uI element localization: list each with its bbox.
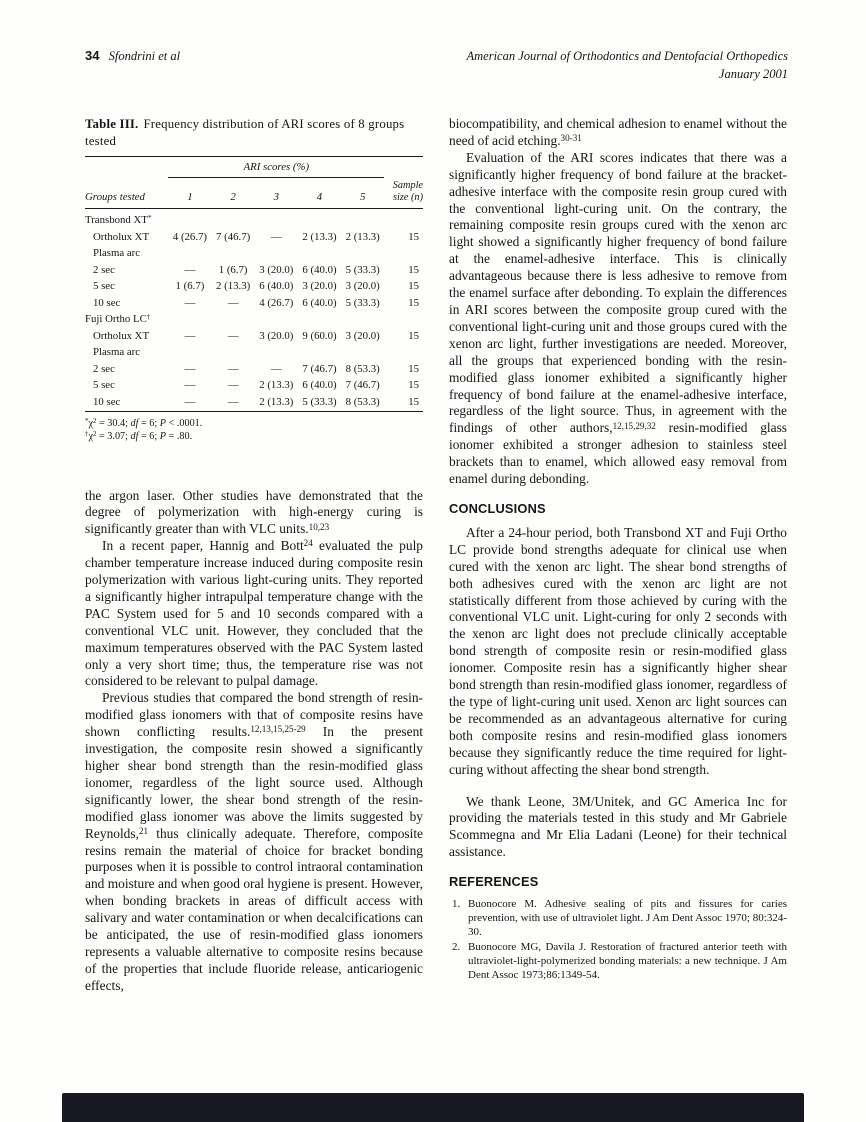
score-cell: 3 (20.0) <box>259 263 294 276</box>
score-cell: 6 (40.0) <box>302 263 337 276</box>
table-row <box>85 328 423 345</box>
issue-date: January 2001 <box>718 66 788 81</box>
row-label: 5 sec <box>93 379 115 391</box>
table-label: Table III. <box>85 117 139 131</box>
score-cell: 9 (60.0) <box>302 329 337 342</box>
row-label: 2 sec <box>93 362 115 375</box>
score-cell: 3 (20.0) <box>302 280 337 292</box>
row-label: 10 sec <box>93 395 121 408</box>
score-col-header: 3 <box>255 177 298 209</box>
journal-title: American Journal of Orthodontics and Dentofacial Orthopedics <box>466 49 788 63</box>
row-label: Plasma arc <box>93 247 141 259</box>
score-cell <box>168 312 211 329</box>
score-cell: 1 (6.7) <box>175 280 205 292</box>
score-cell <box>341 345 384 362</box>
score-cell <box>212 345 255 362</box>
score-cell: — <box>227 296 239 309</box>
sample-size-header: Sample size (n) <box>384 177 423 209</box>
score-cell: 8 (53.3) <box>345 362 380 375</box>
score-cell: — <box>184 296 196 309</box>
empty-header-cell <box>85 157 168 178</box>
score-cell: 1 (6.7) <box>218 263 248 276</box>
score-cell: — <box>227 379 239 391</box>
score-cell <box>212 209 255 230</box>
score-cell: 7 (46.7) <box>302 362 337 375</box>
table-row <box>85 229 423 246</box>
conclusions-heading: CONCLUSIONS <box>449 500 546 516</box>
score-cell <box>212 246 255 263</box>
row-label: Fuji Ortho LC† <box>85 311 151 325</box>
score-cell <box>341 209 384 230</box>
score-cell: 8 (53.3) <box>345 395 380 408</box>
running-head-left <box>85 48 180 64</box>
table-group-row <box>85 209 423 230</box>
score-cell <box>212 312 255 329</box>
row-label: 10 sec <box>93 296 121 309</box>
table-footnote: $^*\chi^2 = 30.4$; df = 6; P < .0001. <box>85 417 203 429</box>
references-heading: REFERENCES <box>449 874 539 890</box>
score-cell: 5 (33.3) <box>345 263 380 276</box>
table-row <box>85 246 423 263</box>
score-cell: 3 (20.0) <box>345 280 380 292</box>
sample-size-cell: 15 <box>408 296 419 309</box>
running-authors: Sfondrini et al <box>108 49 181 63</box>
score-cell: — <box>184 362 196 375</box>
score-cell: 6 (40.0) <box>259 280 294 292</box>
table-group-row <box>85 312 423 329</box>
score-cell: 2 (13.3) <box>259 395 294 408</box>
score-cell <box>298 246 341 263</box>
conclusions-paragraph: After a 24-hour period, both Transbond XT and Fuji Ortho LC provide bond strengths adequate for clinical use when cured with the xenon arc light. The shear bond strengths of both adhesives cured with the xenon arc light are not statistically different from those achieved by curing with the conventional VLC unit. Light-curing for only 2 seconds with the xenon arc light does not preclude clinically acceptable bond strength of composite resin or resin-modified glass ionomer. Composite resin has a significantly higher shear bond strength than resin-modified glass ionomer, regardless of the type of light-curing unit used. Xenon arc light sources can be recommended as an advantageous alternative for curing both composite resins and resin-modified glass ionomers because they significantly reduce the time required for light-curing without affecting the shear bond strength. <box>449 524 787 777</box>
table-caption <box>85 116 423 149</box>
score-col-header: 5 <box>341 177 384 209</box>
score-cell: — <box>270 230 282 243</box>
score-cell <box>168 345 211 362</box>
row-label: Ortholux XT <box>93 329 150 342</box>
empty-header-cell <box>384 157 423 178</box>
score-cell: 4 (26.7) <box>172 230 208 243</box>
groups-tested-header: Groups tested <box>85 177 168 209</box>
score-cell <box>255 209 298 230</box>
sample-size-cell: 15 <box>408 280 419 292</box>
score-cell: 5 (33.3) <box>302 395 337 408</box>
score-cell: 2 (13.3) <box>216 280 251 292</box>
score-cell: 2 (13.3) <box>259 379 294 391</box>
row-label: Plasma arc <box>93 346 141 358</box>
table-caption-text: Frequency distribution of ARI scores of 8 groups tested <box>85 117 405 148</box>
score-cell <box>298 209 341 230</box>
score-cell: — <box>184 395 196 408</box>
page-number: 34 <box>85 48 100 63</box>
sample-size-cell: 15 <box>408 379 419 391</box>
score-cell <box>255 345 298 362</box>
score-cell: 7 (46.7) <box>216 230 251 243</box>
reference-item: Buonocore M. Adhesive sealing of pits and fissures for caries prevention, with use of ultraviolet light. J Am Dent Assoc 1970; 80:324-30. <box>468 898 787 938</box>
scan-edge-artifact <box>62 1093 804 1122</box>
score-cell <box>341 312 384 329</box>
ari-table <box>85 156 423 412</box>
ari-scores-header: ARI scores (%) <box>168 157 384 178</box>
score-cell <box>341 246 384 263</box>
reference-item: Buonocore MG, Davila J. Restoration of fractured anterior teeth with ultraviolet-light-polymerized bonding materials: a new technique. J Am Dent Assoc 1973;86:1349-54. <box>468 940 787 981</box>
table-row <box>85 394 423 411</box>
score-cell: 3 (20.0) <box>259 329 294 342</box>
left-column <box>85 116 423 995</box>
row-label: 2 sec <box>93 263 115 276</box>
row-label: Ortholux XT <box>93 230 150 243</box>
two-column-body <box>85 116 787 995</box>
running-head <box>85 48 788 83</box>
sample-size-cell: 15 <box>408 329 419 342</box>
score-cell: 3 (20.0) <box>345 329 380 342</box>
sample-size-cell: 15 <box>408 230 419 243</box>
references-list <box>449 898 787 982</box>
sample-size-cell <box>384 312 423 329</box>
score-cell <box>255 246 298 263</box>
score-col-header: 1 <box>168 177 211 209</box>
body-paragraph: Previous studies that compared the bond strength of resin-modified glass ionomers with that of composite resins have shown conflicting results.$^{12,13,15,25-29}$ In the present investigation, the composite resin showed a significantly higher shear bond strength than the resin-modified glass ionomer, regardless of the light source used. Although significantly lower, the shear bond strength of the resin-modified glass ionomer was above the limits suggested by Reynolds,$^{21}$ thus clinically adequate. Therefore, composite resins remain the material of choice for bracket bonding purposes when it is possible to control intraoral contamination and moisture and when good oral hygiene is present. However, when bonding brackets in areas of difficult access with salivary and water contamination or when decalcifications can be anticipated, the use of resin-modified glass ionomers represents a valuable alternative to composite resins because of the properties that include fluoride release, anticariogenic effects, <box>85 690 423 993</box>
score-cell: — <box>184 329 196 342</box>
ari-table-head <box>85 157 423 209</box>
table-row <box>85 378 423 395</box>
body-paragraph: In a recent paper, Hannig and Bott$^{24}$ evaluated the pulp chamber temperature increase induced during composite resin polymerization with various light-curing units. They reported a significantly higher intrapulpal temperature change with the PAC System used for 5 and 10 seconds compared with a conventional VLC unit. However, they concluded that the maximum temperatures observed with the PAC System lasted only a very short time; thus, the temperature rise was not considered to be relevant to pulpal damage. <box>85 538 423 689</box>
table-row <box>85 295 423 312</box>
score-cell <box>298 312 341 329</box>
score-cell: 4 (26.7) <box>259 296 294 309</box>
body-paragraph: biocompatibility, and chemical adhesion to enamel without the need of acid etching.$^{30-31}$ <box>449 116 787 148</box>
sample-size-cell <box>384 246 423 263</box>
table-row <box>85 361 423 378</box>
score-cell <box>298 345 341 362</box>
body-paragraph: Evaluation of the ARI scores indicates that there was a significantly higher frequency of bond failure at the bracket-adhesive interface with the composite resin group cured with the conventional light-curing unit. On the contrary, the remaining composite resin groups cured with the xenon arc light showed a significantly higher frequency of bond failure at the enamel-adhesive interface. This is clinically advantageous because there is less adhesive to remove from the enamel surface after debonding. To explain the differences in ARI scores between the composite group cured with the conventional light-curing unit and those groups cured with the xenon arc light, further investigations are needed. Moreover, all the groups that experienced bonding with the resin-modified glass ionomer exhibited a significantly higher frequency of bond failure at the enamel-adhesive interface, regardless of the light source. Thus, in agreement with the findings of other authors,$^{12,15,29,32}$ resin-modified glass ionomer exhibited a stronger adhesion to stainless steel brackets than to enamel, which allowed easy removal from enamel during debonding. <box>449 149 787 487</box>
table-row <box>85 262 423 279</box>
score-cell: — <box>184 263 196 276</box>
score-cell: — <box>227 395 239 408</box>
table-footnote: $^\dagger\chi^2 = 3.07$; df = 6; P = .80. <box>85 431 193 442</box>
table-iii-block <box>85 116 423 444</box>
score-col-header: 2 <box>212 177 255 209</box>
score-cell: 2 (13.3) <box>345 230 380 243</box>
score-cell <box>255 312 298 329</box>
right-column <box>449 116 787 995</box>
score-cell: 5 (33.3) <box>345 296 380 309</box>
body-paragraph: the argon laser. Other studies have demonstrated that the degree of polymerization with high-energy curing is significantly greater than with VLC units.$^{10,23}$ <box>85 487 423 537</box>
score-cell <box>168 246 211 263</box>
score-cell <box>168 209 211 230</box>
score-cell: — <box>270 362 282 375</box>
table-row <box>85 345 423 362</box>
ari-table-body <box>85 209 423 412</box>
score-cell: 2 (13.3) <box>302 230 337 243</box>
acknowledgment-paragraph: We thank Leone, 3M/Unitek, and GC America Inc for providing the materials tested in this study and Mr Gabriele Scommegna and Mr Elia Ladani (Leone) for their technical assistance. <box>449 793 787 860</box>
table-footnotes <box>85 417 423 444</box>
table-row <box>85 279 423 296</box>
running-head-right <box>467 48 789 83</box>
sample-size-cell: 15 <box>408 362 419 375</box>
score-cell: — <box>184 379 196 391</box>
sample-size-cell: 15 <box>408 263 419 276</box>
row-label: 5 sec <box>93 280 115 292</box>
score-cell: — <box>227 329 239 342</box>
score-cell: 7 (46.7) <box>345 379 380 391</box>
sample-size-cell: 15 <box>408 395 419 408</box>
score-cell: — <box>227 362 239 375</box>
row-label: Transbond XT* <box>85 212 152 226</box>
sample-size-cell <box>384 209 423 230</box>
score-cell: 6 (40.0) <box>302 296 337 309</box>
score-cell: 6 (40.0) <box>302 379 337 391</box>
score-col-header: 4 <box>298 177 341 209</box>
sample-size-cell <box>384 345 423 362</box>
